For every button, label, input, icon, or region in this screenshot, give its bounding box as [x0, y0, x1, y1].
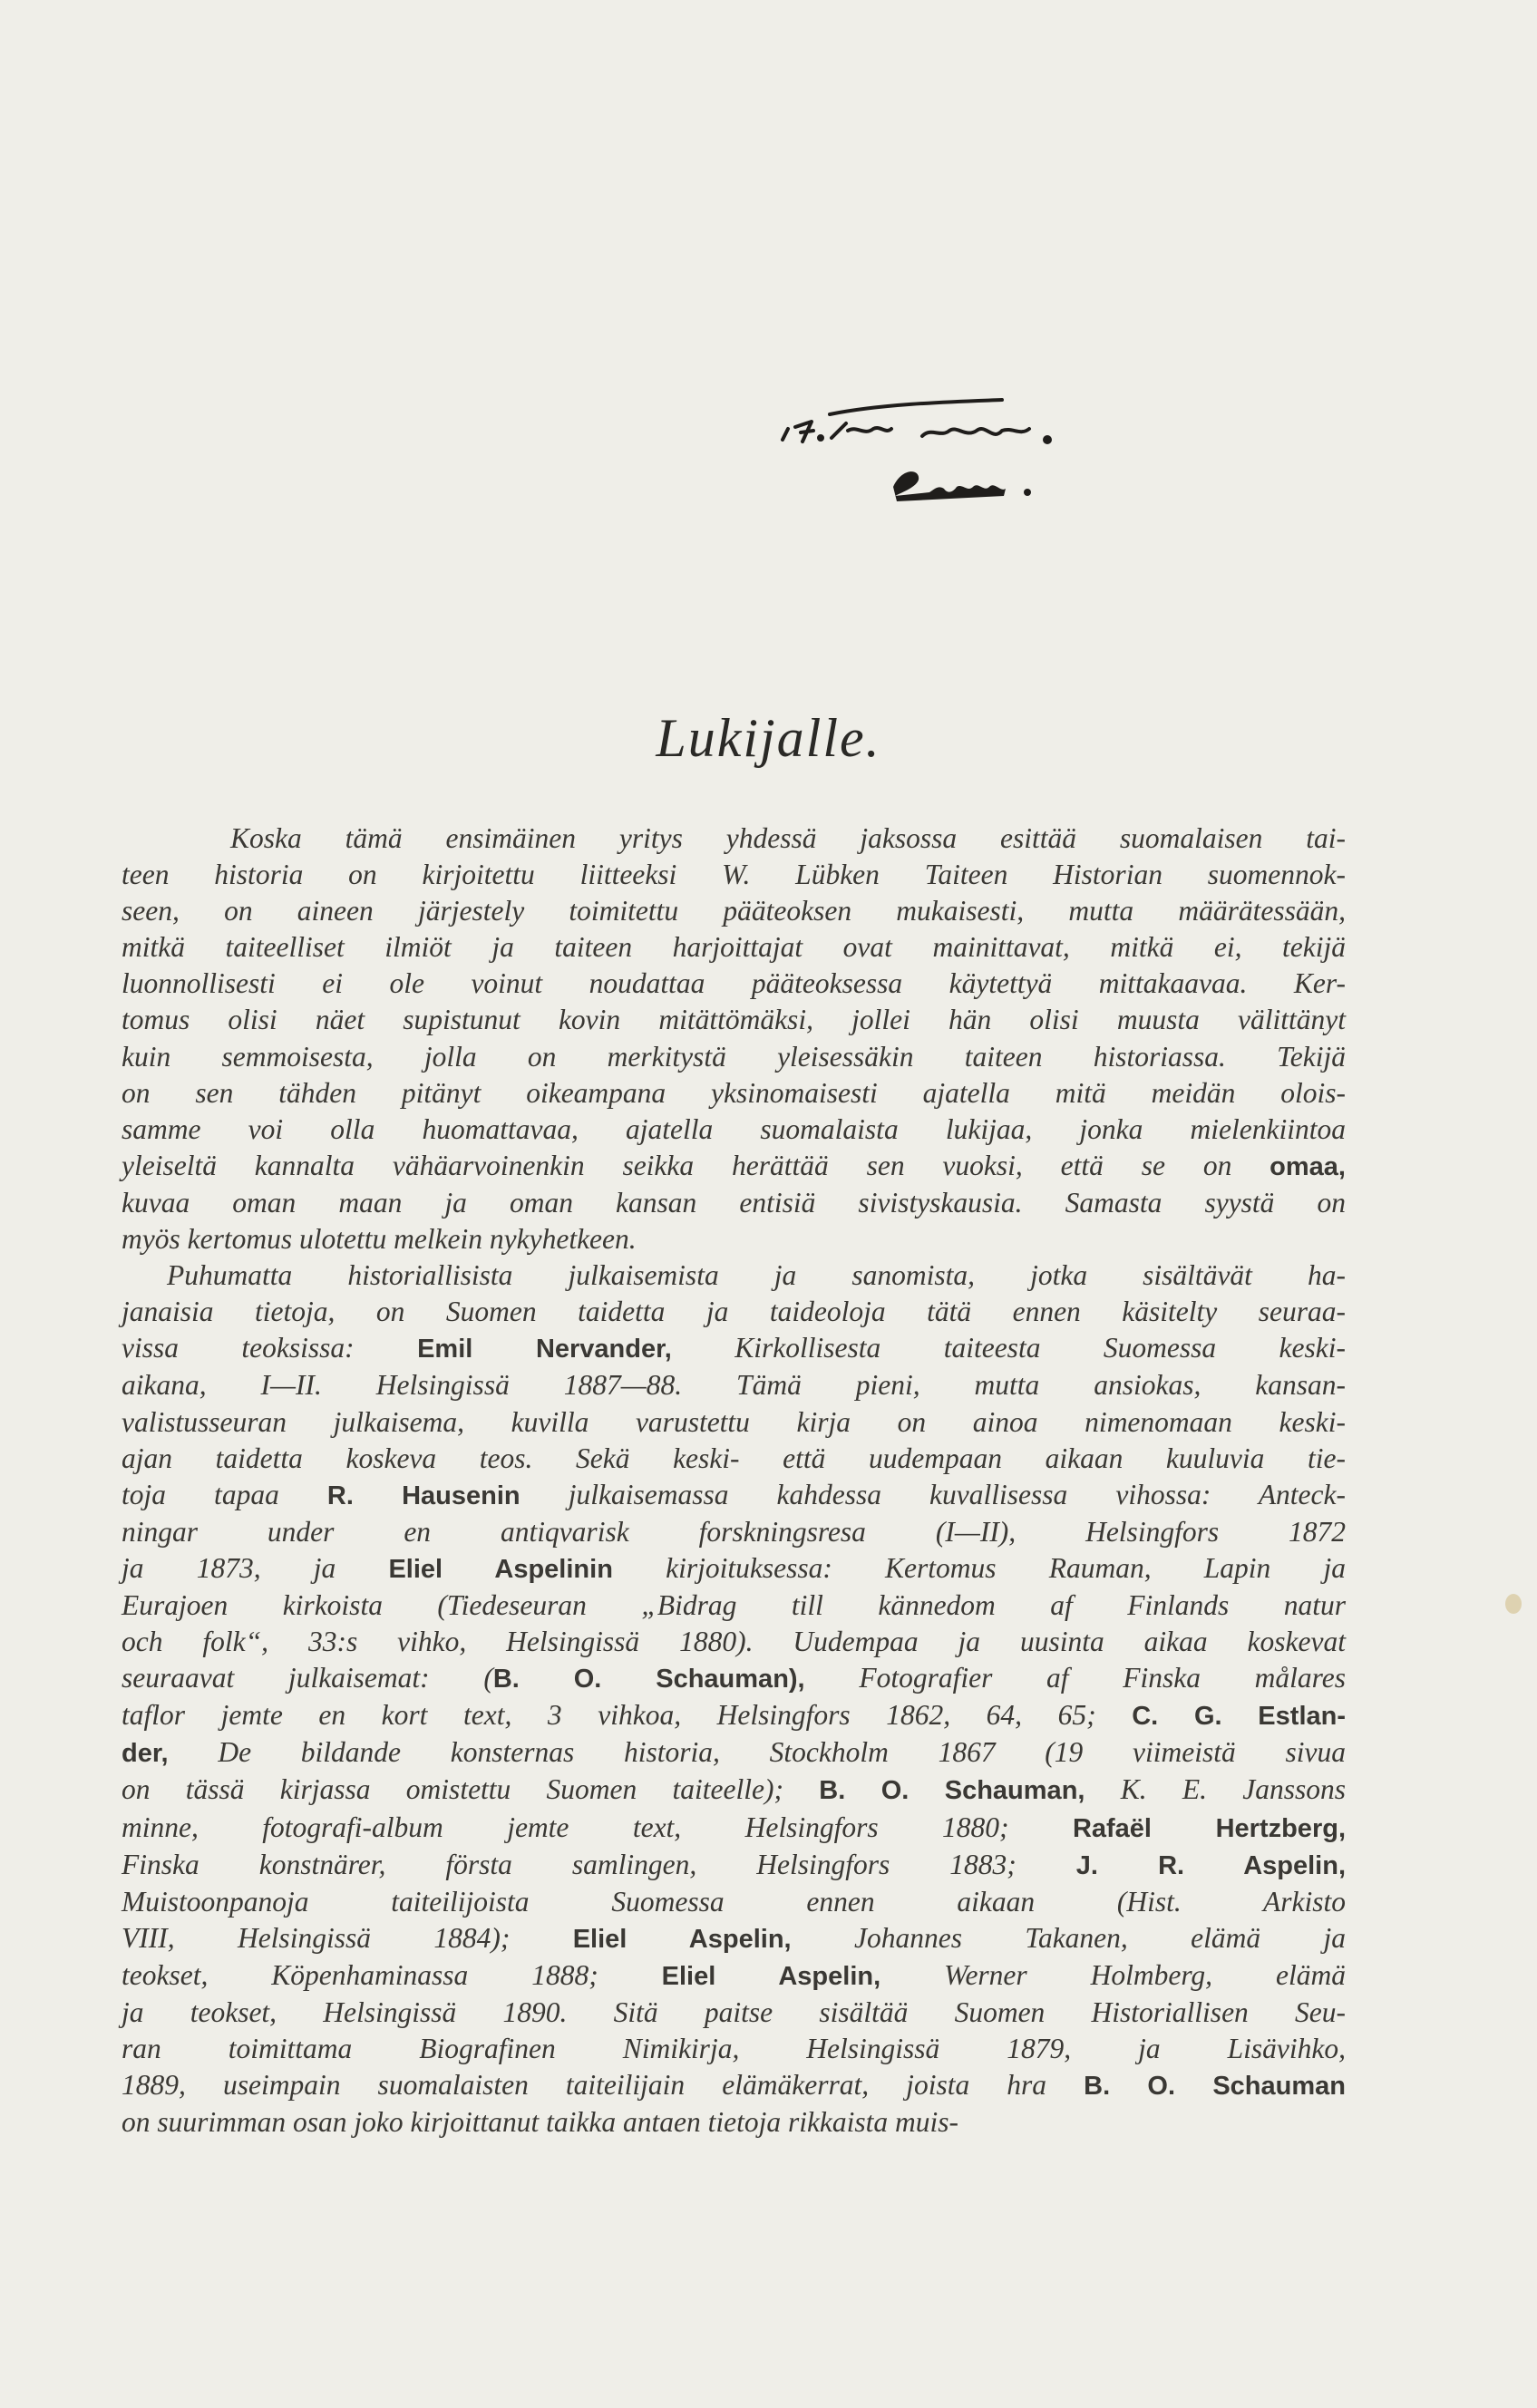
text-segment: on tässä kirjassa omistettu Suomen taiteelle);: [122, 1773, 820, 1806]
text-segment: julkaisemassa kahdessa kuvallisessa vihossa: Anteck-: [520, 1478, 1346, 1510]
text-line: [122, 1588, 1346, 1624]
text-segment: Finska konstnärer, första samlingen, Helsingfors 1883;: [122, 1848, 1076, 1880]
text-line: [122, 1847, 1346, 1884]
text-segment: Muistoonpanoja taiteilijoista Suomessa ennen aikaan (Hist. Arkisto: [122, 1885, 1346, 1918]
text-segment: K. E. Janssons: [1085, 1773, 1347, 1806]
text-segment: och folk“, 33:s vihko, Helsingissä 1880). Uudempaa ja uusinta aikaa koskevat: [122, 1626, 1346, 1658]
text-line: [122, 1367, 1346, 1403]
text-line: [122, 1039, 1346, 1075]
text-line: [122, 1810, 1346, 1847]
text-line: [122, 1660, 1346, 1697]
author-name: Emil Nervander,: [417, 1335, 672, 1364]
text-segment: De bildande konsternas historia, Stockholm 1867 (19 viimeistä sivua: [168, 1736, 1346, 1769]
author-name: B. O. Schauman,: [819, 1776, 1085, 1806]
text-segment: toja tapaa: [122, 1478, 327, 1510]
text-line: [122, 1884, 1346, 1920]
text-line: [122, 857, 1346, 893]
text-segment: kirjoituksessa: Kertomus Rauman, Lapin ja: [612, 1551, 1346, 1584]
text-segment: Puhumatta historiallisista julkaisemista ja sanomista, jotka sisältävät ha-: [167, 1259, 1346, 1292]
text-line: [122, 1257, 1346, 1294]
text-line: [122, 1734, 1346, 1772]
text-segment: mitkä taiteelliset ilmiöt ja taiteen harjoittajat ovat mainittavat, mitkä ei, tekijä: [122, 931, 1346, 964]
text-segment: valistusseuran julkaisema, kuvilla varustettu kirja on ainoa nimenomaan keski-: [122, 1405, 1346, 1438]
text-line: [122, 1550, 1346, 1588]
text-line: [122, 2031, 1346, 2067]
text-line: [122, 1514, 1346, 1550]
text-segment: seen, on aineen järjestely toimitettu pääteoksen mukaisesti, mutta määrätessään,: [122, 895, 1346, 927]
text-line: [122, 1148, 1346, 1185]
text-segment: on sen tähden pitänyt oikeampana yksinomaisesti ajatella mitä meidän olois-: [122, 1076, 1346, 1109]
text-segment: janaisia tietoja, on Suomen taidetta ja taideoloja tätä ennen käsitelty seuraa-: [122, 1296, 1346, 1328]
author-name: J. R. Aspelin,: [1075, 1850, 1346, 1880]
author-name: der,: [122, 1739, 169, 1769]
text-line: [122, 1112, 1346, 1148]
text-line: [122, 1920, 1346, 1957]
text-segment: kuvaa oman maan ja oman kansan entisiä sivistyskausia. Samasta syystä on: [122, 1186, 1346, 1219]
author-name: C. G. Estlan-: [1132, 1702, 1346, 1732]
text-line: [122, 820, 1346, 857]
text-line: [122, 1330, 1346, 1367]
text-segment: ja teokset, Helsingissä 1890. Sitä paitse sisältää Suomen Historiallisen Seu-: [122, 1996, 1346, 2028]
text-segment: ran toimittama Biografinen Nimikirja, Helsingissä 1879, ja Lisävihko,: [122, 2033, 1346, 2065]
author-name: B. O. Schauman),: [492, 1665, 805, 1694]
text-segment: Johannes Takanen, elämä ja: [791, 1921, 1346, 1954]
author-name: R. Hausenin: [326, 1481, 520, 1510]
text-line: [122, 2067, 1346, 2104]
author-name: Eliel Aspelin,: [661, 1961, 881, 1991]
text-segment: ajan taidetta koskeva teos. Sekä keski- että uudempaan aikaan kuuluvia tie-: [122, 1442, 1346, 1474]
text-segment: Eurajoen kirkoista (Tiedeseuran „Bidrag till kännedom af Finlands natur: [122, 1588, 1346, 1621]
text-segment: seuraavat julkaisemat: (: [122, 1662, 493, 1694]
text-line: [122, 2104, 1346, 2141]
author-name: Eliel Aspelin,: [572, 1924, 792, 1954]
text-segment: myös kertomus ulotettu melkein nykyhetkeen.: [122, 1223, 637, 1256]
text-segment: vissa teoksissa:: [122, 1332, 418, 1364]
text-line: [122, 1221, 1346, 1257]
text-segment: yleiseltä kannalta vähäarvoinenkin seikka herättää sen vuoksi, että se on: [122, 1149, 1270, 1181]
text-line: [122, 1957, 1346, 1995]
text-line: [122, 1294, 1346, 1330]
text-line: [122, 1697, 1346, 1734]
text-line: [122, 1404, 1346, 1441]
text-line: [122, 1477, 1346, 1514]
author-name: Eliel Aspelinin: [388, 1554, 613, 1584]
text-segment: tomus olisi näet supistunut kovin mitättömäksi, jollei hän olisi muusta välittänyt: [122, 1004, 1346, 1036]
text-segment: ningar under en antiqvarisk forskningsresa (I—II), Helsingfors 1872: [122, 1515, 1346, 1548]
text-segment: minne, fotografi-album jemte text, Helsingfors 1880;: [122, 1811, 1073, 1843]
text-segment: samme voi olla huomattavaa, ajatella suomalaista lukijaa, jonka mielenkiintoa: [122, 1112, 1346, 1145]
text-segment: VIII, Helsingissä 1884);: [122, 1921, 573, 1954]
text-segment: on suurimman osan joko kirjoittanut taikka antaen tietoja rikkaista muis-: [122, 2106, 959, 2139]
text-segment: Koska tämä ensimäinen yritys yhdessä jaksossa esittää suomalaisen tai-: [230, 822, 1346, 854]
text-line: [122, 1075, 1346, 1112]
text-line: [122, 1624, 1346, 1660]
text-line: [122, 929, 1346, 966]
text-segment: teen historia on kirjoitettu liitteeksi W. Lübken Taiteen Historian suomennok-: [122, 859, 1346, 891]
page-title: Lukijalle.: [656, 708, 881, 768]
text-segment: Werner Holmberg, elämä: [880, 1958, 1346, 1991]
text-segment: luonnollisesti ei ole voinut noudattaa pääteoksessa käytettyä mittakaavaa. Ker-: [122, 967, 1346, 1000]
body-text: [122, 820, 1346, 2141]
text-segment: teokset, Köpenhaminassa 1888;: [122, 1958, 662, 1991]
paper-stain: [1505, 1594, 1522, 1614]
text-line: [122, 1441, 1346, 1477]
handwritten-signature: [775, 385, 1174, 521]
text-segment: kuin semmoisesta, jolla on merkitystä yleisessäkin taiteen historiassa. Tekijä: [122, 1040, 1346, 1073]
text-segment: aikana, I—II. Helsingissä 1887—88. Tämä pieni, mutta ansiokas, kansan-: [122, 1369, 1346, 1402]
text-line: [122, 966, 1346, 1002]
text-segment: taflor jemte en kort text, 3 vihkoa, Helsingfors 1862, 64, 65;: [122, 1699, 1133, 1732]
paragraph-1: [122, 820, 1346, 1257]
text-line: [122, 1002, 1346, 1038]
text-line: [122, 1995, 1346, 2031]
text-segment: Kirkollisesta taiteesta Suomessa keski-: [671, 1332, 1346, 1364]
author-name: B. O. Schauman: [1084, 2072, 1346, 2102]
text-segment: 1889, useimpain suomalaisten taiteilijain elämäkerrat, joista hra: [122, 2069, 1085, 2102]
author-name: omaa,: [1269, 1151, 1346, 1181]
text-segment: Fotografier af Finska målares: [804, 1662, 1347, 1694]
author-name: Rafaël Hertzberg,: [1072, 1813, 1346, 1843]
text-segment: ja 1873, ja: [122, 1551, 389, 1584]
paragraph-2: [122, 1257, 1346, 2141]
text-line: [122, 1185, 1346, 1221]
text-line: [122, 893, 1346, 929]
text-line: [122, 1772, 1346, 1809]
